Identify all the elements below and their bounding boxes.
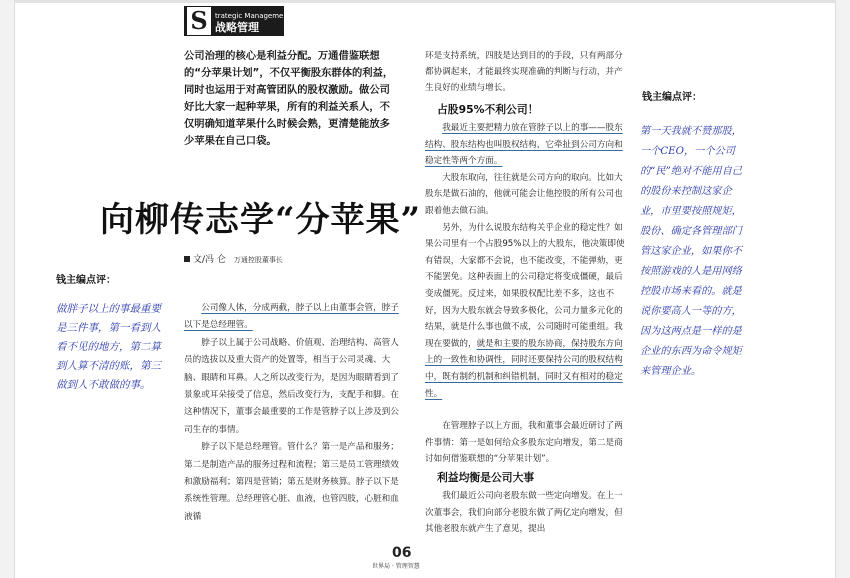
body-mid-section-1 <box>425 120 625 402</box>
section-label-en: trategic Management <box>215 12 291 20</box>
article-title: 向柳传志学“分苹果” <box>100 200 422 240</box>
body-mid-para-3-emph: 就是和主要的股东协商，保持股东方向上的一致性和协调性，同时还要保持公司的股权结构中，既有制约机制和纠错机制，同时又有相对的稳定性。 <box>425 338 623 399</box>
body-left-para-2: 脖子以上属于公司战略、价值观、治理结构、高管人员的选拔以及重大资产的处置等，相当于公司灵魂、大脑、眼睛和耳鼻。人之所以改变行为，是因为眼睛看到了景象或耳朵接受了信息，然后改变行为，支配手和脚。在这种情况下，董事会最重要的工作是管脖子以上涉及到公司生存的事情。 <box>184 337 399 435</box>
subhead-2: 利益均衡是公司大事 <box>437 471 535 484</box>
left-note-heading: 钱主编点评： <box>56 275 116 286</box>
body-mid-para-5: 我们最近公司向老股东做一些定向增发。在上一次董事会，我们向部分老股东做了两亿定向增发，但其他老股东就产生了意见，提出 <box>425 491 623 535</box>
byline-square-icon <box>184 256 190 262</box>
body-mid-section-3 <box>425 488 625 538</box>
byline-author: 文/冯 仑 <box>193 255 226 265</box>
body-mid-para-3 <box>425 220 625 403</box>
left-note-handwriting: 做胖子以上的事最重要是三件事，第一看到人看不见的地方，第二算到人算不清的账，第三做到人不敢做的事。 <box>56 303 161 391</box>
body-left-para-1: 公司像人体，分成两截，脖子以上由董事会管，脖子以下是总经理管。 <box>184 303 399 331</box>
page-top-edge <box>14 0 836 3</box>
byline-role: 万通控股董事长 <box>233 256 283 264</box>
body-mid-para-3a: 另外，为什么说股东结构关乎企业的稳定性？如果公司里有一个占股95%以上的大股东，他决策即使有错误，大家都不会说，也不能改变，不能弹劾，更不能罢免。这种表面上的公司稳定将变成僵硬，最后变成僵死。反过来，如果股权配比差不多，这也不好，因为大股东就会导致多极化，公司力量多元化的结果，就是什么事也做不成，公司随时可能重组。我现在要做的， <box>425 222 625 349</box>
body-mid-para-1: 我最近主要把精力放在管脖子以上的事——股东结构、股东结构也叫股权结构，它牵扯到公司方向和稳定性等两个方面。 <box>425 123 623 167</box>
body-left-column <box>184 300 404 526</box>
right-note-heading: 钱主编点评： <box>642 92 702 103</box>
body-mid-para-4: 在管理脖子以上方面，我和董事会最近研讨了两件事情：第一是如何给众多股东定向增发，第二是商讨如何借鉴联想的“分苹果计划”。 <box>425 421 623 465</box>
section-badge <box>184 6 291 36</box>
right-note-handwriting: 第一天我就不赞那股，一个CEO，一个公司的“民”绝对不能用自己的股份来控制这家企业，市里要按照规矩，股份、确定各管理部门管这家企业，如果你不按照游戏的人是用网络控股市场来看的。就是说你要高人一等的方，因为这两点是一样的是企业的东西为命令规矩来管理企业。 <box>640 126 743 377</box>
body-mid-continuation: 环是支持系统，四肢是达到目的的手段，只有两部分都协调起来，才能最终实现准确的判断与行动，并产生良好的业绩与增长。 <box>425 51 623 93</box>
body-mid-section-2 <box>425 418 625 468</box>
page-edge-left <box>0 0 15 578</box>
intro-summary: 公司治理的核心是利益分配。万通借鉴联想的“分苹果计划”，不仅平衡股东群体的利益，同时也运用于对高管团队的股权激励。做公司好比大家一起种苹果，所有的利益关系人，不仅明确知道苹果什么时候会熟，更清楚能放多少苹果在自己口袋。 <box>184 50 394 147</box>
page-number: 06 <box>392 545 412 561</box>
subhead-1: 占股95%不利公司！ <box>437 103 539 116</box>
section-letter: S <box>187 7 211 35</box>
section-label-zh: 战略管理 <box>215 21 259 34</box>
page-edge-right <box>835 0 850 578</box>
body-mid-para-2: 大股东取向，往往就是公司方向的取向。比如大股东是做石油的，他就可能会让他控股的所有公司也跟着他去做石油。 <box>425 172 623 216</box>
body-left-para-3: 脖子以下是总经理管。管什么？第一是产品和服务；第二是制造产品的服务过程和流程；第三是员工管理绩效和激励福利；第四是营销；第五是财务核算。脖子以下是系统性管理。总经理管心脏、血液，也管四肢，心脏和血液循 <box>184 442 399 522</box>
byline <box>184 252 283 265</box>
page-footer-label: 世界局 · 管理智慧 <box>372 563 420 570</box>
